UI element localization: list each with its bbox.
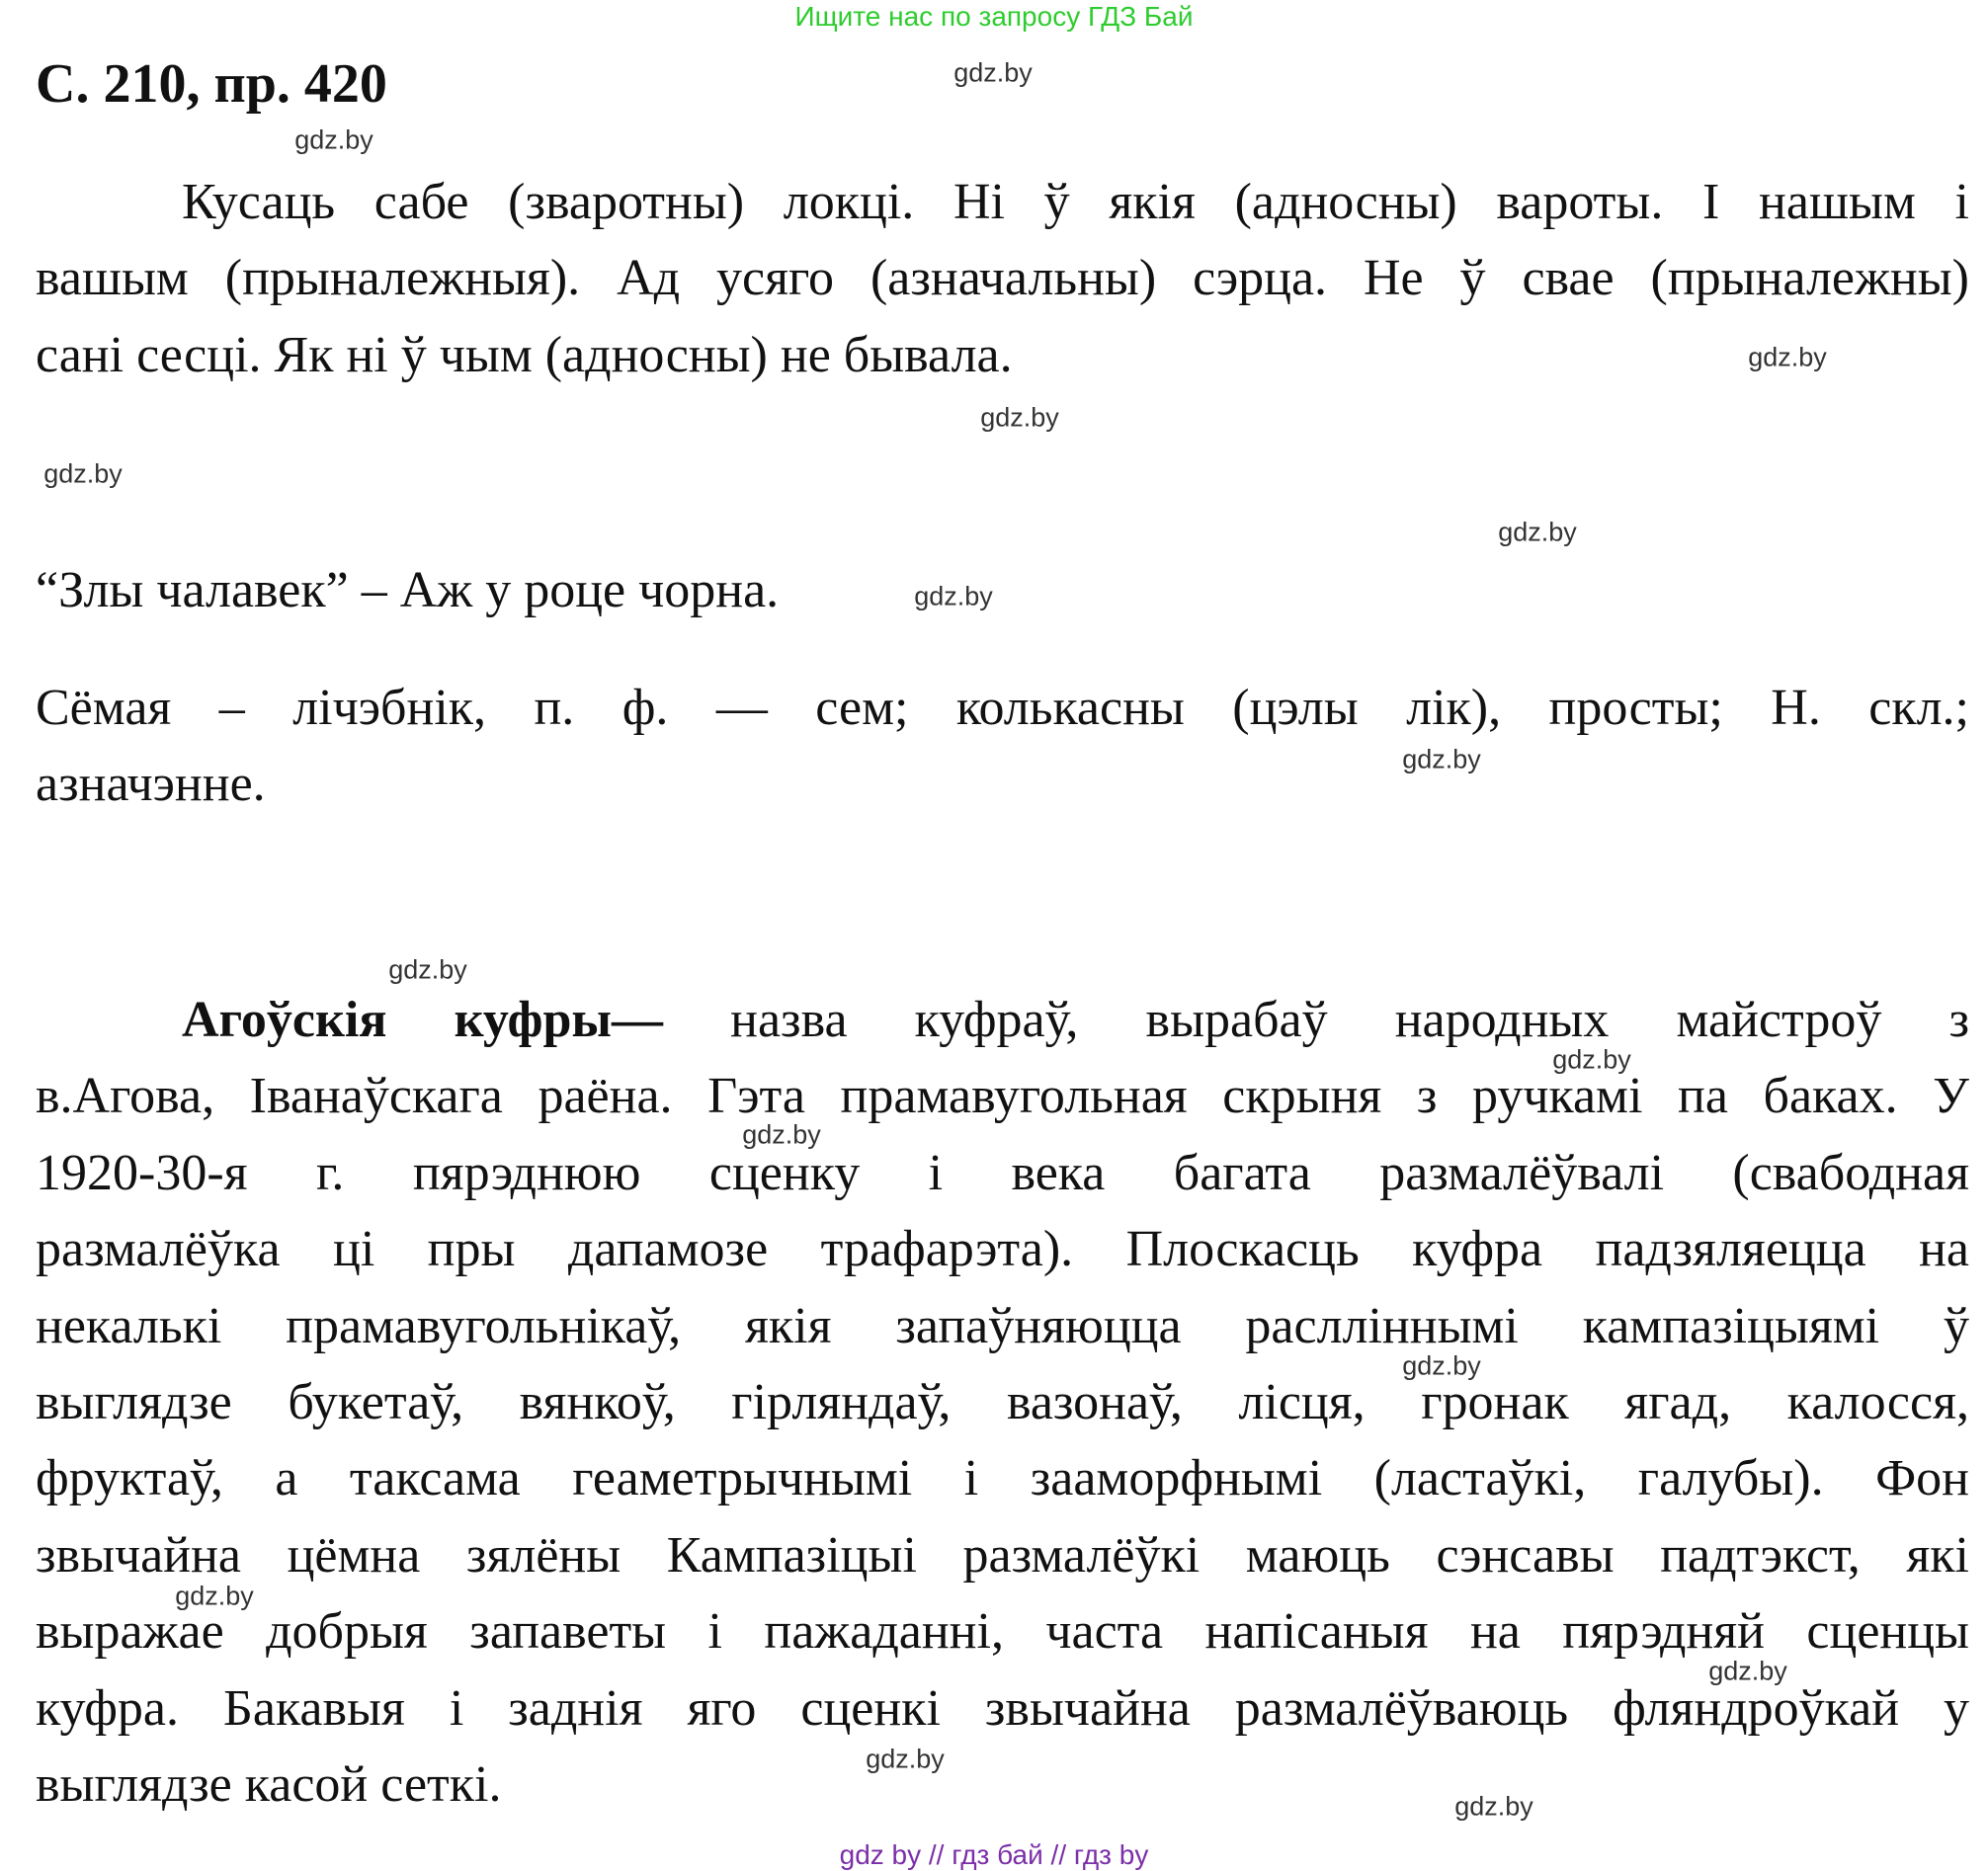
- watermark: gdz.by: [1498, 517, 1577, 547]
- footer-links[interactable]: gdz by // гдз бай // гдз by: [839, 1839, 1149, 1870]
- watermark: gdz.by: [43, 458, 123, 489]
- paragraph4-line: размалёўка ці пры дапамозе трафарэта). Плоскасць куфра падзяляецца на: [36, 1221, 1969, 1277]
- watermark: gdz.by: [866, 1744, 945, 1774]
- watermark: gdz.by: [1748, 342, 1827, 372]
- watermark: gdz.by: [1402, 744, 1481, 774]
- paragraph4-line: звычайна цёмна зялёны Кампазіцыі размалёўкі маюць сэнсавы падтэкст, які: [36, 1527, 1969, 1584]
- watermark: gdz.by: [294, 124, 373, 155]
- watermark: gdz.by: [175, 1581, 254, 1611]
- paragraph2-line: “Злы чалавек” – Аж у роце чорна.: [36, 562, 780, 618]
- watermark: gdz.by: [742, 1119, 821, 1150]
- watermark: gdz.by: [1454, 1791, 1533, 1822]
- watermark: gdz.by: [1402, 1350, 1481, 1381]
- watermark: gdz.by: [388, 954, 467, 985]
- term-definition-start: назва куфраў, вырабаў народных майстроў з: [663, 992, 1969, 1048]
- watermark: gdz.by: [1708, 1656, 1787, 1686]
- page-title: С. 210, пр. 420: [36, 53, 387, 115]
- paragraph4-line: в.Агова, Іванаўскага раёна. Гэта прамавугольная скрыня з ручкамі па баках. У: [36, 1068, 1969, 1124]
- paragraph1-line: сані сесці. Як ні ў чым (адносны) не бывала.: [36, 327, 1013, 383]
- paragraph4-line: фруктаў, а таксама геаметрычнымі і зааморфнымі (ластаўкі, галубы). Фон: [36, 1450, 1969, 1506]
- watermark: gdz.by: [914, 581, 993, 611]
- paragraph4-line: выглядзе букетаў, вянкоў, гірляндаў, вазонаў, лісця, гронак ягад, калосся,: [36, 1374, 1969, 1430]
- watermark: gdz.by: [980, 402, 1059, 433]
- paragraph4-line: выражае добрыя запаветы і пажаданні, часта напісаныя на пярэдняй сценцы: [36, 1603, 1969, 1660]
- paragraph1-line: Кусаць сабе (зваротны) локці. Ні ў якія (адносны) вароты. І нашым і: [182, 174, 1969, 230]
- watermark: gdz.by: [1552, 1044, 1631, 1075]
- search-banner[interactable]: Ищите нас по запросу ГДЗ Бай: [794, 1, 1194, 32]
- paragraph4-line: куфра. Бакавыя і заднія яго сценкі звычайна размалёўваюць фляндроўкай у: [36, 1680, 1969, 1737]
- paragraph4-line: некалькі прамавугольнікаў, якія запаўняюцца раслліннымі кампазіцыямі ў: [36, 1298, 1969, 1354]
- paragraph4-line: [36, 982, 1969, 1058]
- paragraph3-line: Сёмая – лічэбнік, п. ф. — сем; колькасны (цэлы лік), просты; Н. скл.;: [36, 680, 1969, 736]
- paragraph4-line: 1920-30-я г. пярэднюю сценку і века багата размалёўвалі (свабодная: [36, 1145, 1969, 1201]
- paragraph4-line: выглядзе касой сеткі.: [36, 1756, 502, 1813]
- paragraph1-line: вашым (прыналежныя). Ад усяго (азначальны) сэрца. Не ў свае (прыналежны): [36, 250, 1969, 306]
- paragraph3-line: азначэнне.: [36, 756, 266, 812]
- term-agouskiya-kufry: Агоўскія куфры—: [182, 992, 664, 1048]
- watermark: gdz.by: [953, 57, 1033, 88]
